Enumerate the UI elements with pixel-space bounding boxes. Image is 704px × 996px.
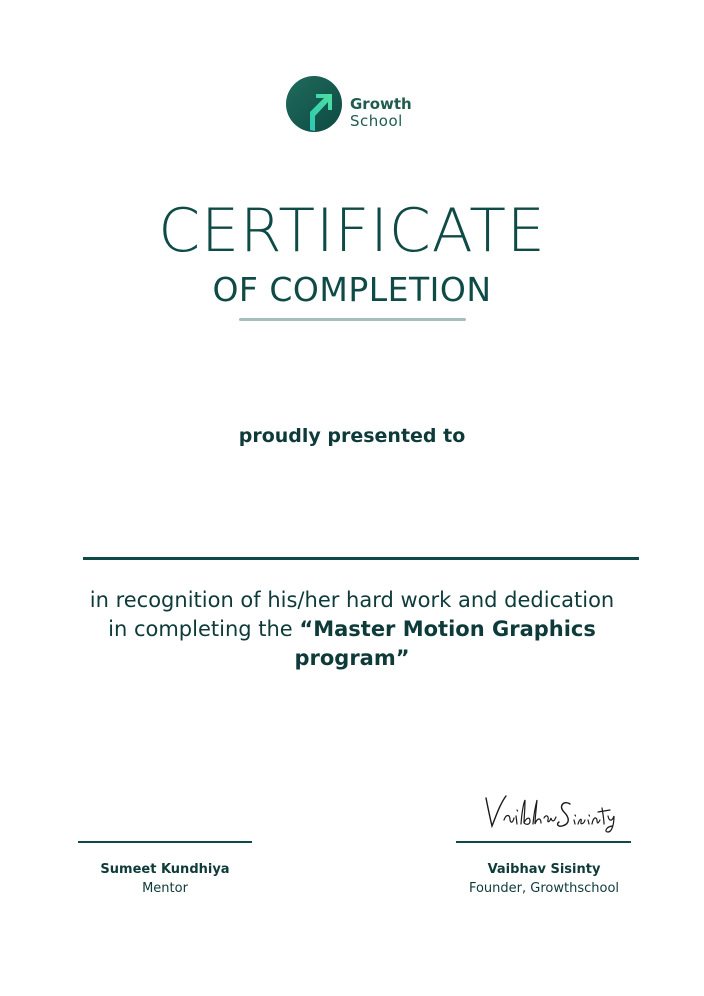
presented-to-text: proudly presented to bbox=[238, 425, 466, 447]
logo-line-school: School bbox=[350, 112, 403, 130]
recognition-paragraph bbox=[70, 586, 634, 673]
recognition-line-1: in recognition of his/her hard work and dedication bbox=[89, 588, 615, 612]
logo-wordmark bbox=[350, 96, 412, 130]
title-divider bbox=[239, 318, 466, 321]
founder-name: Vaibhav Sisinty bbox=[487, 862, 601, 877]
mentor-name: Sumeet Kundhiya bbox=[100, 862, 230, 877]
founder-signature bbox=[480, 790, 620, 834]
growth-school-logo-icon bbox=[286, 76, 342, 132]
recognition-prefix: in completing the bbox=[108, 617, 300, 641]
mentor-role: Mentor bbox=[142, 881, 188, 896]
mentor-signature-line bbox=[78, 841, 252, 843]
founder-signature-line bbox=[456, 841, 631, 843]
certificate-subtitle: OF COMPLETION bbox=[212, 270, 492, 309]
certificate-title: CERTIFICATE bbox=[158, 196, 546, 266]
program-name: “Master Motion Graphics program” bbox=[294, 617, 596, 670]
founder-role: Founder, Growthschool bbox=[468, 881, 620, 896]
recognition-line-2 bbox=[70, 615, 634, 673]
recipient-name-line bbox=[83, 557, 639, 560]
growth-school-logo bbox=[286, 76, 426, 134]
logo-line-growth: Growth bbox=[350, 95, 412, 113]
